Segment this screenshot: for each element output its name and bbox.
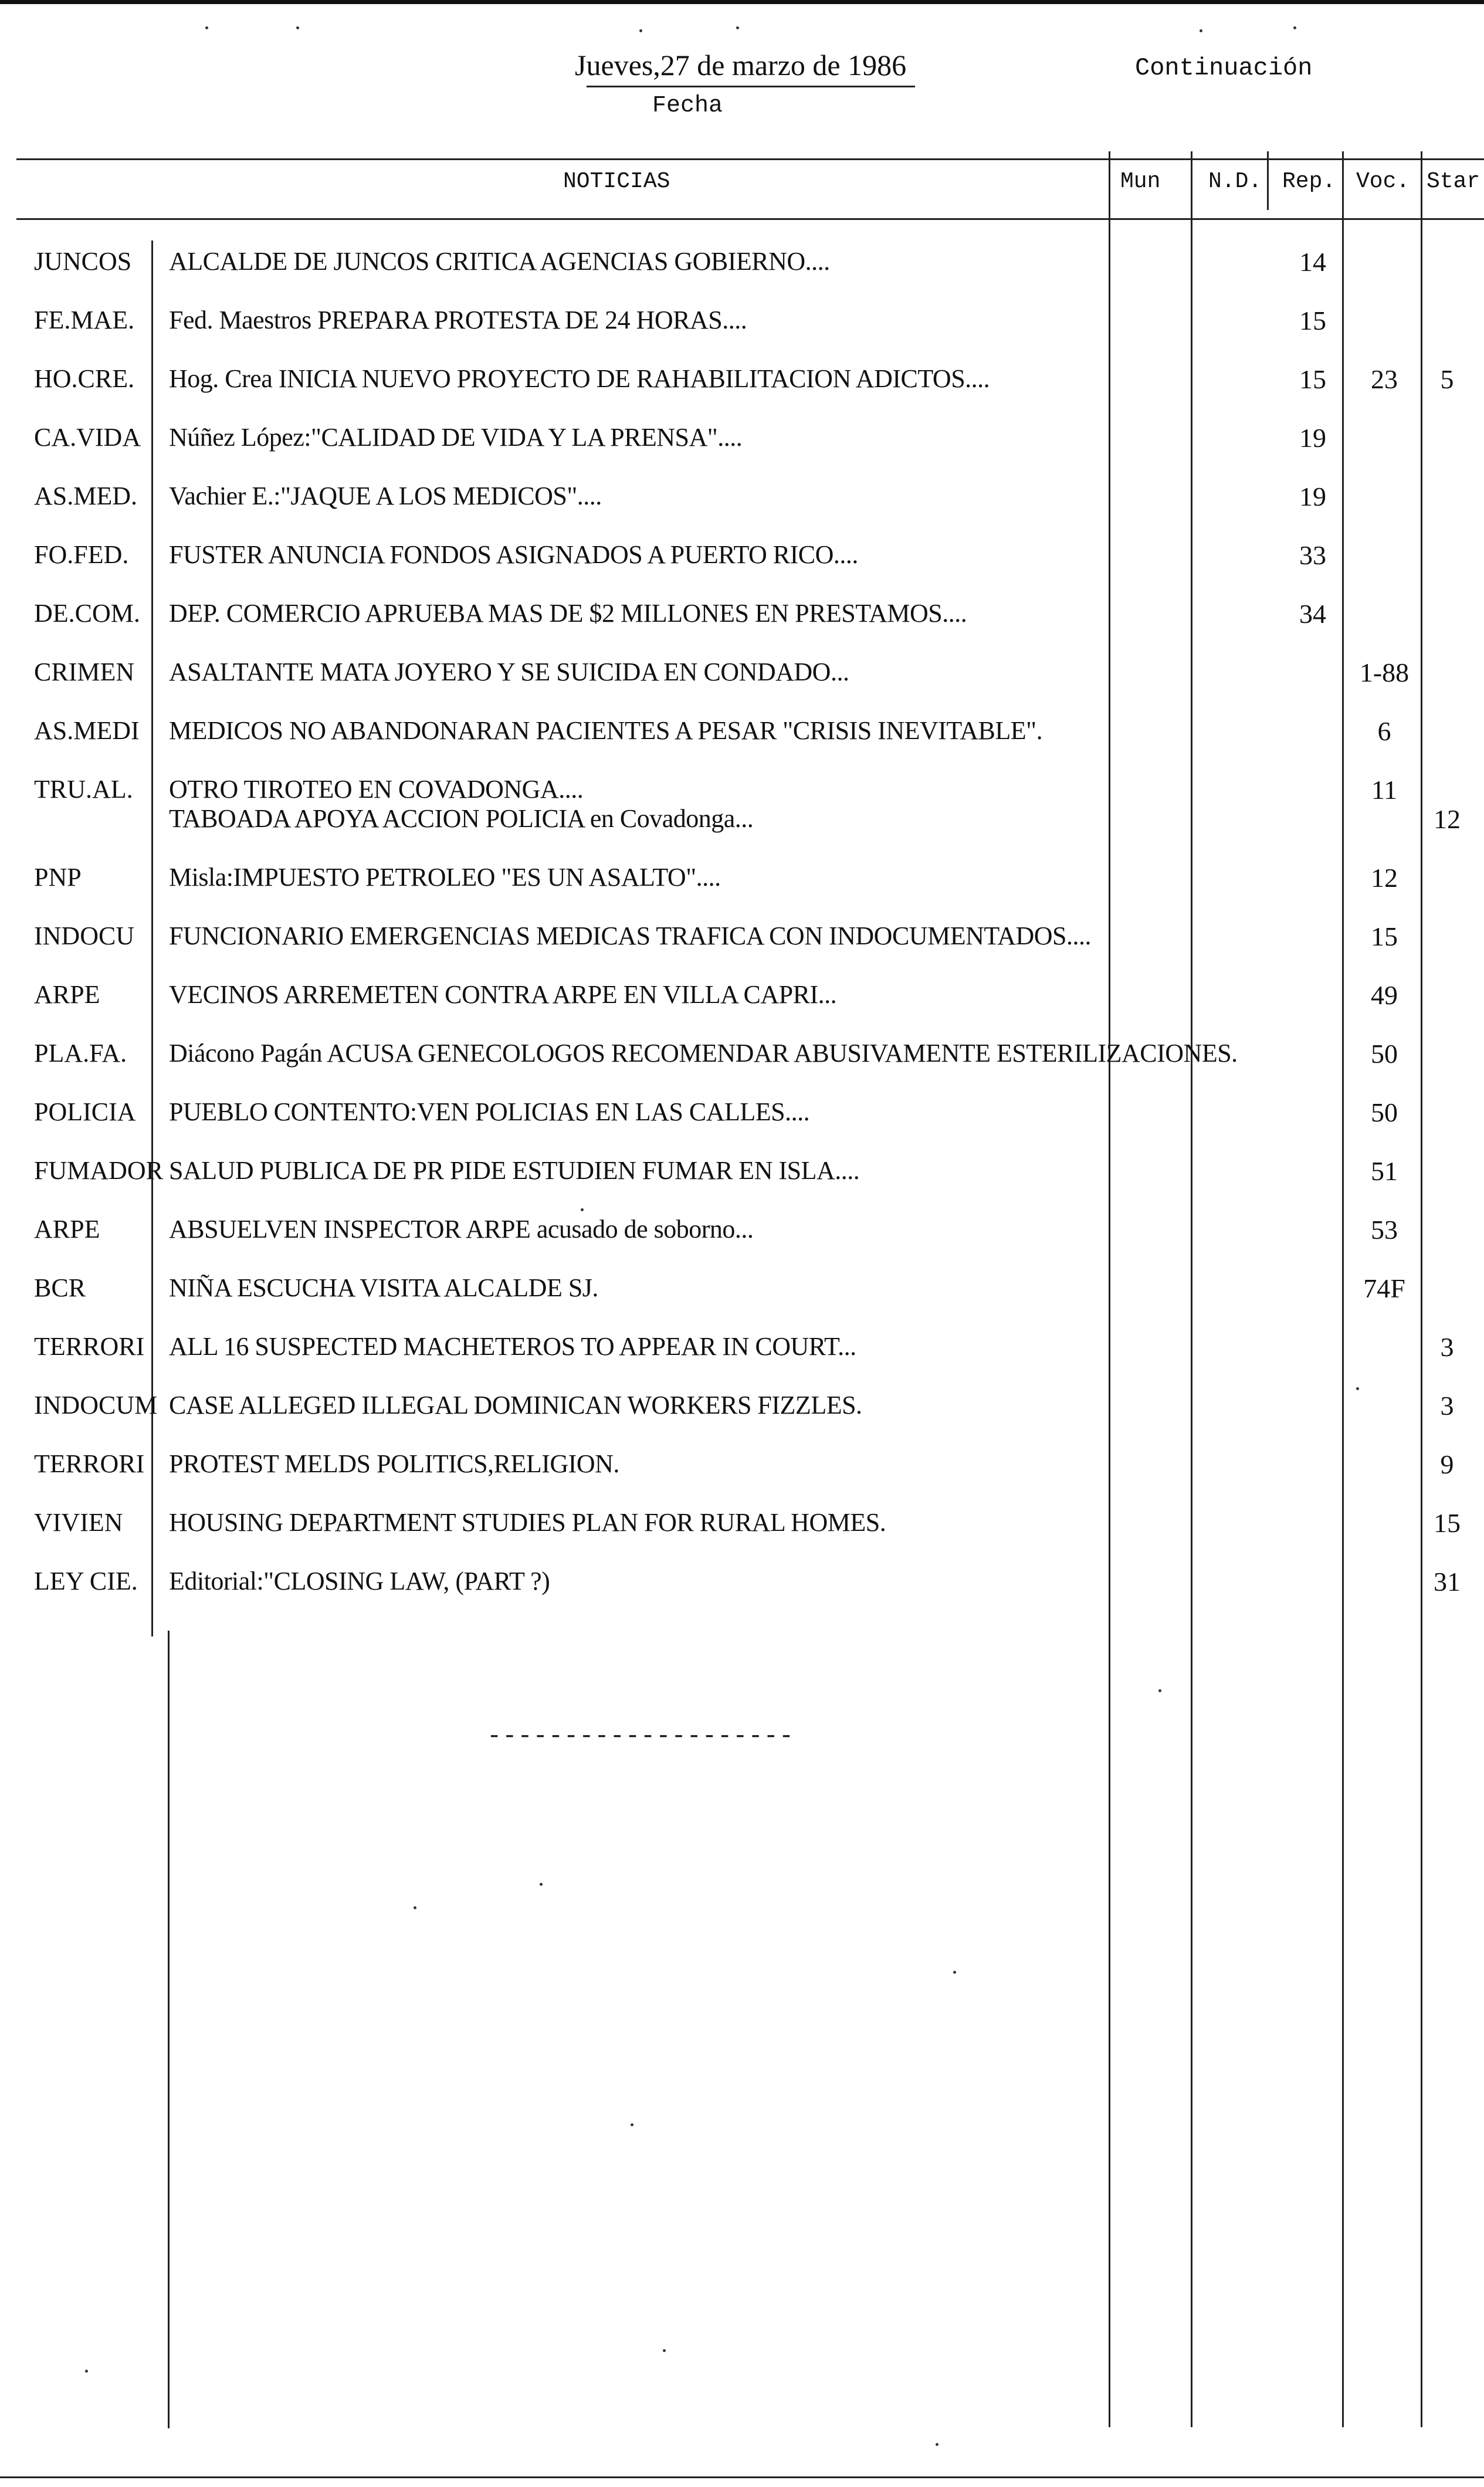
row-star-page: 15 (1434, 1508, 1461, 1538)
row-rep-page: 19 (1299, 482, 1326, 511)
row-code: INDOCUM (34, 1391, 158, 1419)
table-row (0, 1038, 1484, 1085)
table-row (0, 657, 1484, 704)
column-header-voc: Voc. (1356, 169, 1410, 194)
row-voc-page: 23 (1371, 364, 1398, 394)
table-row (0, 1331, 1484, 1378)
continuation-label: Continuación (1135, 54, 1313, 82)
row-voc-page: 12 (1371, 863, 1398, 893)
row-voc-page: 53 (1371, 1215, 1398, 1245)
code-column-divider-lower (168, 1631, 170, 2428)
table-row (0, 980, 1484, 1026)
row-title: NIÑA ESCUCHA VISITA ALCALDE SJ. (169, 1273, 598, 1302)
scan-speck (736, 26, 739, 29)
row-code: DE.COM. (34, 599, 140, 628)
row-title: ASALTANTE MATA JOYERO Y SE SUICIDA EN CONDADO... (169, 658, 849, 686)
table-row (0, 305, 1484, 352)
table-row (0, 1507, 1484, 1554)
row-title: Misla:IMPUESTO PETROLEO "ES UN ASALTO".... (169, 863, 721, 892)
row-title-second-line: TABOADA APOYA ACCION POLICIA en Covadonga... (169, 804, 754, 833)
row-code: PLA.FA. (34, 1039, 127, 1068)
row-code: POLICIA (34, 1097, 136, 1126)
row-voc-page: 50 (1371, 1039, 1398, 1069)
column-header-noticias: NOTICIAS (563, 169, 670, 194)
bottom-border (0, 2476, 1484, 2478)
row-rep-page: 19 (1299, 423, 1326, 453)
row-code: ARPE (34, 980, 100, 1009)
row-rep-page: 34 (1299, 599, 1326, 629)
row-title: MEDICOS NO ABANDONARAN PACIENTES A PESAR "CRISIS INEVITABLE". (169, 716, 1043, 745)
row-code: AS.MEDI (34, 716, 140, 745)
table-row (0, 774, 1484, 845)
top-border (0, 0, 1484, 4)
row-code: VIVIEN (34, 1508, 123, 1537)
scan-speck (540, 1883, 543, 1886)
row-star-page: 12 (1434, 804, 1461, 834)
table-row (0, 1156, 1484, 1202)
table-top-rule (16, 158, 1484, 160)
row-code: JUNCOS (34, 247, 132, 276)
scan-speck (1356, 1387, 1359, 1390)
row-title: OTRO TIROTEO EN COVADONGA.... (169, 775, 584, 804)
table-row (0, 921, 1484, 968)
row-title: ABSUELVEN INSPECTOR ARPE acusado de soborno... (169, 1215, 754, 1244)
row-title: Editorial:"CLOSING LAW, (PART ?) (169, 1567, 550, 1595)
table-row (0, 1273, 1484, 1320)
row-title: Diácono Pagán ACUSA GENECOLOGOS RECOMENDAR ABUSIVAMENTE ESTERILIZACIONES. (169, 1039, 1238, 1068)
row-code: ARPE (34, 1215, 100, 1244)
table-row (0, 246, 1484, 293)
row-title: SALUD PUBLICA DE PR PIDE ESTUDIEN FUMAR EN ISLA.... (169, 1156, 860, 1185)
row-title: ALCALDE DE JUNCOS CRITICA AGENCIAS GOBIERNO.... (169, 247, 830, 276)
row-voc-page: 49 (1371, 980, 1398, 1010)
table-row (0, 598, 1484, 645)
date-underline (587, 86, 915, 87)
row-title: Núñez López:"CALIDAD DE VIDA Y LA PRENSA".... (169, 423, 743, 452)
row-title: VECINOS ARREMETEN CONTRA ARPE EN VILLA CAPRI... (169, 980, 837, 1009)
row-star-page: 31 (1434, 1567, 1461, 1597)
row-code: HO.CRE. (34, 364, 135, 393)
scan-speck (1158, 1689, 1161, 1692)
row-code: TERRORI (34, 1449, 145, 1478)
column-divider-rep-header (1267, 151, 1269, 210)
row-code: PNP (34, 863, 82, 892)
row-star-page: 5 (1440, 364, 1454, 394)
scan-speck (205, 26, 208, 29)
row-voc-page: 50 (1371, 1097, 1398, 1127)
row-code: FE.MAE. (34, 306, 135, 334)
row-code: INDOCU (34, 921, 135, 950)
row-voc-page: 51 (1371, 1156, 1398, 1186)
row-rep-page: 33 (1299, 540, 1326, 570)
row-code: TRU.AL. (34, 775, 133, 804)
row-title: PROTEST MELDS POLITICS,RELIGION. (169, 1449, 619, 1478)
table-row (0, 422, 1484, 469)
row-title: FUNCIONARIO EMERGENCIAS MEDICAS TRAFICA CON INDOCUMENTADOS.... (169, 921, 1091, 950)
row-rep-page: 15 (1299, 306, 1326, 336)
row-star-page: 9 (1440, 1449, 1454, 1479)
row-title: Fed. Maestros PREPARA PROTESTA DE 24 HORAS.... (169, 306, 747, 334)
table-row (0, 1097, 1484, 1144)
date-caption: Fecha (652, 93, 723, 119)
row-title: DEP. COMERCIO APRUEBA MAS DE $2 MILLONES EN PRESTAMOS.... (169, 599, 967, 628)
column-header-rep: Rep. (1282, 169, 1336, 194)
row-rep-page: 15 (1299, 364, 1326, 394)
row-code: CRIMEN (34, 658, 135, 686)
row-title: PUEBLO CONTENTO:VEN POLICIAS EN LAS CALLES.... (169, 1097, 810, 1126)
scan-speck (663, 2349, 666, 2352)
table-row (0, 716, 1484, 763)
table-row (0, 862, 1484, 909)
scan-speck (953, 1971, 956, 1974)
row-voc-page: 15 (1371, 921, 1398, 951)
end-separator: -------------------- (487, 1722, 795, 1750)
scan-speck (1293, 26, 1296, 29)
scan-speck (639, 29, 642, 32)
row-code: FO.FED. (34, 540, 129, 569)
table-row (0, 540, 1484, 587)
row-voc-page: 1-88 (1359, 658, 1410, 687)
row-code: CA.VIDA (34, 423, 141, 452)
scan-speck (1200, 29, 1202, 32)
table-row (0, 364, 1484, 411)
row-rep-page: 14 (1299, 247, 1326, 277)
date-heading: Jueves,27 de marzo de 1986 (575, 49, 907, 82)
row-title: HOUSING DEPARTMENT STUDIES PLAN FOR RURAL HOMES. (169, 1508, 886, 1537)
table-row (0, 1390, 1484, 1437)
row-code: AS.MED. (34, 482, 138, 510)
header-bottom-rule (16, 218, 1484, 220)
scan-speck (581, 1208, 584, 1211)
row-title: ALL 16 SUSPECTED MACHETEROS TO APPEAR IN COURT... (169, 1332, 856, 1361)
column-header-nd: N.D. (1208, 169, 1262, 194)
row-title: Vachier E.:"JAQUE A LOS MEDICOS".... (169, 482, 602, 510)
row-code: LEY CIE. (34, 1567, 138, 1595)
row-voc-page: 74F (1363, 1273, 1405, 1303)
column-header-star: Star (1427, 169, 1480, 194)
table-row (0, 1449, 1484, 1496)
table-row (0, 1566, 1484, 1613)
row-star-page: 3 (1440, 1391, 1454, 1421)
row-code: BCR (34, 1273, 86, 1302)
column-header-mun: Mun (1120, 169, 1161, 194)
row-voc-page: 11 (1371, 775, 1398, 805)
scan-speck (296, 26, 299, 29)
row-title: CASE ALLEGED ILLEGAL DOMINICAN WORKERS FIZZLES. (169, 1391, 862, 1419)
table-row (0, 1214, 1484, 1261)
scan-speck (85, 2370, 88, 2373)
row-voc-page: 6 (1377, 716, 1391, 746)
row-code: TERRORI (34, 1332, 145, 1361)
row-title: FUSTER ANUNCIA FONDOS ASIGNADOS A PUERTO RICO.... (169, 540, 858, 569)
scan-speck (936, 2443, 938, 2446)
row-star-page: 3 (1440, 1332, 1454, 1362)
table-row (0, 481, 1484, 528)
row-code: FUMADOR (34, 1156, 164, 1185)
row-title: Hog. Crea INICIA NUEVO PROYECTO DE RAHABILITACION ADICTOS.... (169, 364, 990, 393)
scan-speck (631, 2123, 633, 2126)
scan-speck (414, 1906, 416, 1909)
